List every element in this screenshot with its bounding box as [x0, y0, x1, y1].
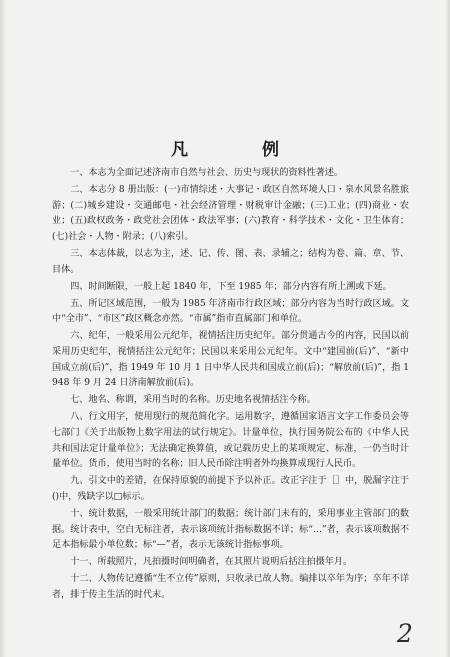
guideline-3: 三、本志体裁，以志为主，述、记、传、图、表、录辅之；结构为卷、篇、章、节、目体。 [52, 248, 409, 275]
guideline-2: 二、本志分 8 册出版：(一)市情综述・大事记・政区自然环境人口・泉水风景名胜旅游；(二)城乡建设・交通邮电・社会经济管理・财税审计金融；(三)工业；(四)商业・农业；(五)政权政务・政党社会团体・政法军事；(六)教育・科学技术・文化・卫生体育；(七)社会・人物・附录；(八)索引。 [52, 185, 409, 242]
guideline-12: 十二、人物传记遵循“生不立传”原则，只收录已故人物。编排以卒年为序；卒年不详者，排于传主生活的时代末。 [52, 574, 409, 600]
page-right-edge-shadow [445, 0, 450, 657]
guideline-6: 六、纪年，一般采用公元纪年，视情括注历史纪年。部分贯通古今的内容，民国以前采用历史纪年，视情括注公元纪年；民国以来采用公元纪年。文中“建国前(后)”、“新中国成立前(后)”，指 1949 年 10 月 1 日中华人民共和国成立前(后)；“解放前(后)”，指 1948 年 9 月 24 日济南解放前(后)。 [52, 331, 409, 389]
handwritten-page-number: 2 [397, 619, 413, 648]
guideline-5: 五、所记区域范围，一般为 1985 年济南市行政区域；部分内容为当时行政区域。文中“全市”、“市区”政区概念亦然。“市属”指市直属部门和单位。 [52, 298, 409, 325]
guideline-9: 九、引文中的差错，在保持原貌的前提下予以补正。改正字注于［］中，脱漏字注于()中，残缺字以□标示。 [52, 476, 409, 502]
guideline-8: 八、行文用字，使用现行的规范简化字。运用数字，遵循国家语言文字工作委员会等七部门《关于出版物上数字用法的试行规定》。计量单位，执行国务院公布的《中华人民共和国法定计量单位》；无法确定换算值，或记载历史上的某项规定、标准，一仍当时计量单位。货币，使用当时的名称；旧人民币除注明者外均换算成现行人民币。 [52, 412, 409, 470]
page-title: 凡 例 [171, 140, 313, 160]
guidelines-body [52, 166, 409, 605]
guideline-4: 四、时间断限，一般上起 1840 年，下至 1985 年；部分内容有所上溯或下延。 [70, 281, 392, 292]
guideline-7: 七、地名、称谓，采用当时的名称。历史地名视情括注今称。 [70, 395, 316, 406]
guideline-1: 一、本志为全面记述济南市自然与社会、历史与现状的资料性著述。 [70, 168, 344, 178]
page-left-edge-shadow [0, 0, 6, 657]
guideline-10: 十、统计数据，一般采用统计部门的数据；统计部门未有的，采用事业主管部门的数据。统计表中，空白无标注者，表示该项统计指标数据不详；标“…”者，表示该项数据不足本指标最小单位数；标“—”者，表示无该统计指标事项。 [52, 508, 409, 551]
guideline-11: 十一、所载照片，凡拍摄时间明确者，在其照片说明后括注拍摄年月。 [70, 557, 353, 568]
